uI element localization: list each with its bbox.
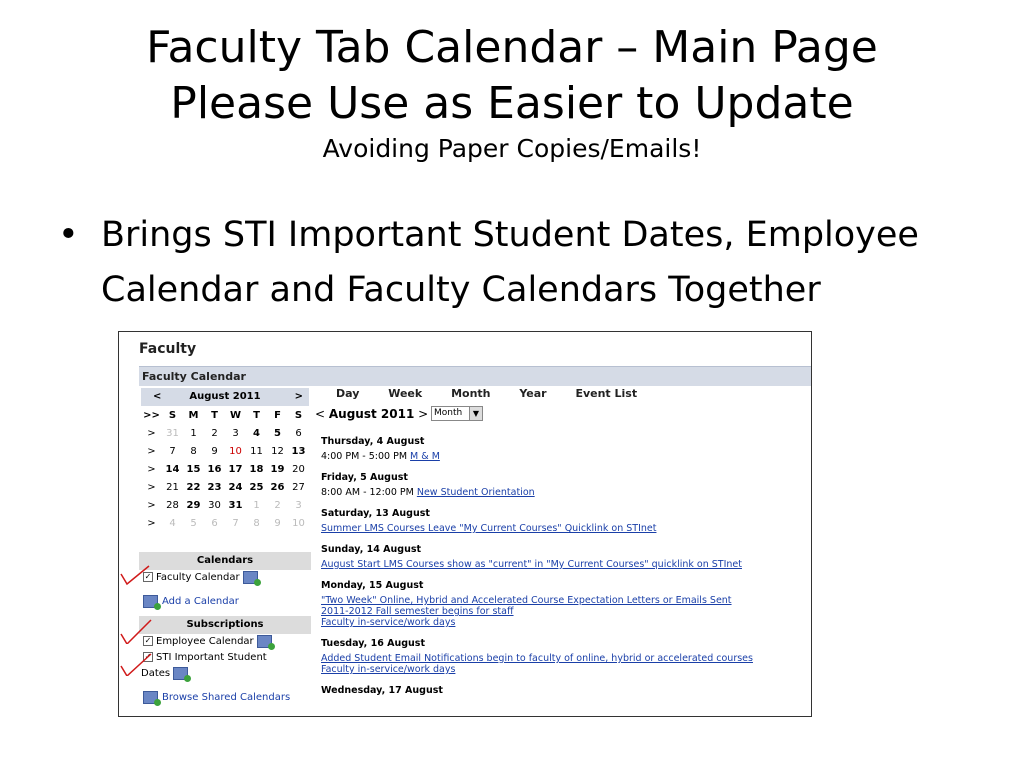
day-cell[interactable]: 6 <box>295 427 302 439</box>
left-panel <box>139 552 311 706</box>
event-row <box>321 606 801 617</box>
day-cell[interactable]: 21 <box>166 481 179 493</box>
browse-row <box>139 690 311 706</box>
mini-calendar-week <box>141 514 309 532</box>
calendar-settings-icon[interactable] <box>243 571 258 584</box>
event-link[interactable]: "Two Week" Online, Hybrid and Accelerated Course Expectation Letters or Emails Sent <box>321 595 732 606</box>
day-cell[interactable]: 7 <box>232 517 239 529</box>
day-cell[interactable]: 31 <box>166 427 179 439</box>
portal-header: Faculty <box>139 341 197 357</box>
day-cell[interactable]: 3 <box>295 499 302 511</box>
day-cell[interactable]: 4 <box>253 427 260 439</box>
faculty-calendar-checkbox[interactable]: ✓ <box>144 572 152 581</box>
day-cell[interactable]: 17 <box>228 463 243 475</box>
event-row <box>321 664 801 675</box>
event-row <box>321 653 801 664</box>
day-heading: Wednesday, 17 August <box>321 685 443 696</box>
day-cell[interactable]: 6 <box>211 517 218 529</box>
event-time: 4:00 PM - 5:00 PM <box>321 451 411 462</box>
day-cell[interactable]: 31 <box>228 499 243 511</box>
day-group <box>321 685 801 696</box>
mini-calendar-week <box>141 478 309 496</box>
mini-calendar-week <box>141 442 309 460</box>
mini-calendar-grid <box>141 406 309 532</box>
day-cell[interactable]: 1 <box>190 427 197 439</box>
add-calendar-link[interactable]: Add a Calendar <box>162 596 239 607</box>
day-group <box>321 580 801 628</box>
current-month: August 2011 <box>328 407 415 421</box>
day-cell[interactable]: 7 <box>169 445 176 457</box>
day-cell[interactable]: 5 <box>274 427 281 439</box>
day-cell[interactable]: 3 <box>232 427 239 439</box>
mini-calendar-dow-row <box>141 406 309 424</box>
day-cell[interactable]: 8 <box>253 517 260 529</box>
sti-dates-label-2: Dates <box>141 668 171 679</box>
title-line-2: Please Use as Easier to Update <box>170 78 854 129</box>
mini-calendar-nav <box>141 388 309 406</box>
day-cell[interactable]: 12 <box>271 445 284 457</box>
day-cell[interactable]: 9 <box>274 517 281 529</box>
mini-calendar-week <box>141 460 309 478</box>
bullet-point <box>58 208 988 318</box>
day-group <box>321 638 801 675</box>
day-group <box>321 472 801 498</box>
mini-calendar-week <box>141 496 309 514</box>
day-cell[interactable]: 30 <box>208 499 221 511</box>
add-calendar-icon[interactable] <box>143 595 158 608</box>
day-cell[interactable]: 18 <box>249 463 264 475</box>
day-cell[interactable]: 16 <box>207 463 222 475</box>
sti-dates-row-2 <box>139 666 311 682</box>
weekday-header: F <box>274 409 281 421</box>
employee-calendar-checkbox[interactable]: ✓ <box>144 636 152 645</box>
employee-calendar-row <box>139 634 311 650</box>
day-cell[interactable]: 10 <box>229 445 242 457</box>
weekday-header: S <box>168 409 177 421</box>
event-list <box>321 436 801 706</box>
day-cell[interactable]: 1 <box>253 499 260 511</box>
day-cell[interactable]: 14 <box>165 463 180 475</box>
day-group <box>321 436 801 462</box>
day-heading: Sunday, 14 August <box>321 544 422 555</box>
weekday-header: M <box>188 409 199 421</box>
browse-calendars-icon[interactable] <box>143 691 158 704</box>
day-cell[interactable]: 26 <box>270 481 285 493</box>
view-select[interactable] <box>431 406 483 421</box>
month-navigator <box>315 407 480 421</box>
event-row <box>321 451 801 462</box>
calendar-settings-icon[interactable] <box>257 635 272 648</box>
event-link[interactable]: 2011-2012 Fall semester begins for staff <box>321 606 514 617</box>
bullet-text: Brings STI Important Student Dates, Employee Calendar and Faculty Calendars Together <box>101 215 919 310</box>
day-cell[interactable]: 2 <box>211 427 218 439</box>
day-group <box>321 544 801 570</box>
day-cell[interactable]: 13 <box>291 445 306 457</box>
day-cell[interactable]: 22 <box>186 481 201 493</box>
subscriptions-heading: Subscriptions <box>139 616 311 634</box>
event-row <box>321 595 801 606</box>
sti-dates-checkbox[interactable]: ✓ <box>144 652 152 661</box>
day-cell[interactable]: 10 <box>292 517 305 529</box>
day-heading: Tuesday, 16 August <box>321 638 425 649</box>
tab-week[interactable]: Week <box>388 387 423 400</box>
slide-title <box>0 20 1024 166</box>
week-link[interactable]: > <box>147 445 156 457</box>
faculty-calendar-label: Faculty Calendar <box>156 572 240 583</box>
event-row <box>321 617 801 628</box>
view-all-weeks-link[interactable]: >> <box>143 409 160 421</box>
event-link[interactable]: M & M <box>410 451 440 462</box>
day-heading: Thursday, 4 August <box>321 436 425 447</box>
event-link[interactable]: Faculty in-service/work days <box>321 664 456 675</box>
chevron-down-icon: ▼ <box>469 407 482 420</box>
title-line-1: Faculty Tab Calendar – Main Page <box>146 22 878 73</box>
calendar-settings-icon[interactable] <box>173 667 188 680</box>
day-group <box>321 508 801 534</box>
weekday-header: W <box>229 409 242 421</box>
week-link[interactable]: > <box>147 517 156 529</box>
faculty-calendar-row <box>139 570 311 586</box>
calendar-title-bar <box>139 366 811 386</box>
day-cell[interactable]: 23 <box>207 481 222 493</box>
day-cell[interactable]: 20 <box>292 463 305 475</box>
mini-calendar <box>141 388 309 532</box>
next-month-link[interactable]: > <box>418 407 429 421</box>
event-link[interactable]: Faculty in-service/work days <box>321 617 456 628</box>
day-cell[interactable]: 2 <box>274 499 281 511</box>
day-heading: Monday, 15 August <box>321 580 424 591</box>
week-link[interactable]: > <box>147 481 156 493</box>
day-heading: Friday, 5 August <box>321 472 408 483</box>
calendar-screenshot <box>118 331 812 717</box>
event-time: 8:00 AM - 12:00 PM <box>321 487 417 498</box>
week-link[interactable]: > <box>147 427 156 439</box>
mini-calendar-week <box>141 424 309 442</box>
event-link[interactable]: Summer LMS Courses Leave "My Current Courses" Quicklink on STInet <box>321 523 657 534</box>
event-link[interactable]: New Student Orientation <box>416 487 535 498</box>
week-link[interactable]: > <box>147 499 156 511</box>
mini-calendar-month: August 2011 <box>189 391 261 402</box>
slide-subtitle: Avoiding Paper Copies/Emails! <box>322 134 702 163</box>
calendar-title: Faculty Calendar <box>142 370 246 383</box>
bullet-dot: • <box>58 215 79 255</box>
day-cell[interactable]: 28 <box>166 499 179 511</box>
event-link[interactable]: August Start LMS Courses show as "current" in "My Current Courses" quicklink on STInet <box>321 559 742 570</box>
red-check-mark <box>119 562 153 588</box>
event-link[interactable]: Added Student Email Notifications begin to faculty of online, hybrid or accelerated courses <box>321 653 753 664</box>
day-cell[interactable]: 25 <box>249 481 264 493</box>
red-check-mark <box>119 650 153 676</box>
day-cell[interactable]: 8 <box>190 445 197 457</box>
day-cell[interactable]: 9 <box>211 445 218 457</box>
view-tabs <box>336 387 662 400</box>
tab-event-list[interactable]: Event List <box>575 387 638 400</box>
weekday-header: T <box>211 409 218 421</box>
sti-dates-row <box>139 650 311 666</box>
prev-month-button[interactable]: < <box>153 391 162 402</box>
tab-day[interactable]: Day <box>336 387 360 400</box>
red-check-mark <box>119 618 153 644</box>
day-cell[interactable]: 24 <box>228 481 243 493</box>
next-month-button[interactable]: > <box>294 391 303 402</box>
day-cell[interactable]: 19 <box>270 463 285 475</box>
day-cell[interactable]: 29 <box>186 499 201 511</box>
event-row <box>321 487 801 498</box>
tab-month[interactable]: Month <box>451 387 491 400</box>
calendars-heading: Calendars <box>139 552 311 570</box>
day-heading: Saturday, 13 August <box>321 508 430 519</box>
weekday-header: T <box>253 409 260 421</box>
view-select-value: Month <box>434 408 463 418</box>
week-link[interactable]: > <box>147 463 156 475</box>
sti-dates-label-1: STI Important Student <box>156 652 267 663</box>
weekday-header: S <box>294 409 303 421</box>
prev-month-link[interactable]: < <box>315 407 326 421</box>
tab-year[interactable]: Year <box>519 387 547 400</box>
event-row <box>321 523 801 534</box>
day-cell[interactable]: 4 <box>169 517 176 529</box>
day-cell[interactable]: 15 <box>186 463 201 475</box>
day-cell[interactable]: 11 <box>250 445 263 457</box>
event-row <box>321 559 801 570</box>
browse-shared-calendars-link[interactable]: Browse Shared Calendars <box>162 692 291 703</box>
day-cell[interactable]: 27 <box>292 481 305 493</box>
add-calendar-row <box>139 594 311 610</box>
employee-calendar-label: Employee Calendar <box>156 636 254 647</box>
day-cell[interactable]: 5 <box>190 517 197 529</box>
